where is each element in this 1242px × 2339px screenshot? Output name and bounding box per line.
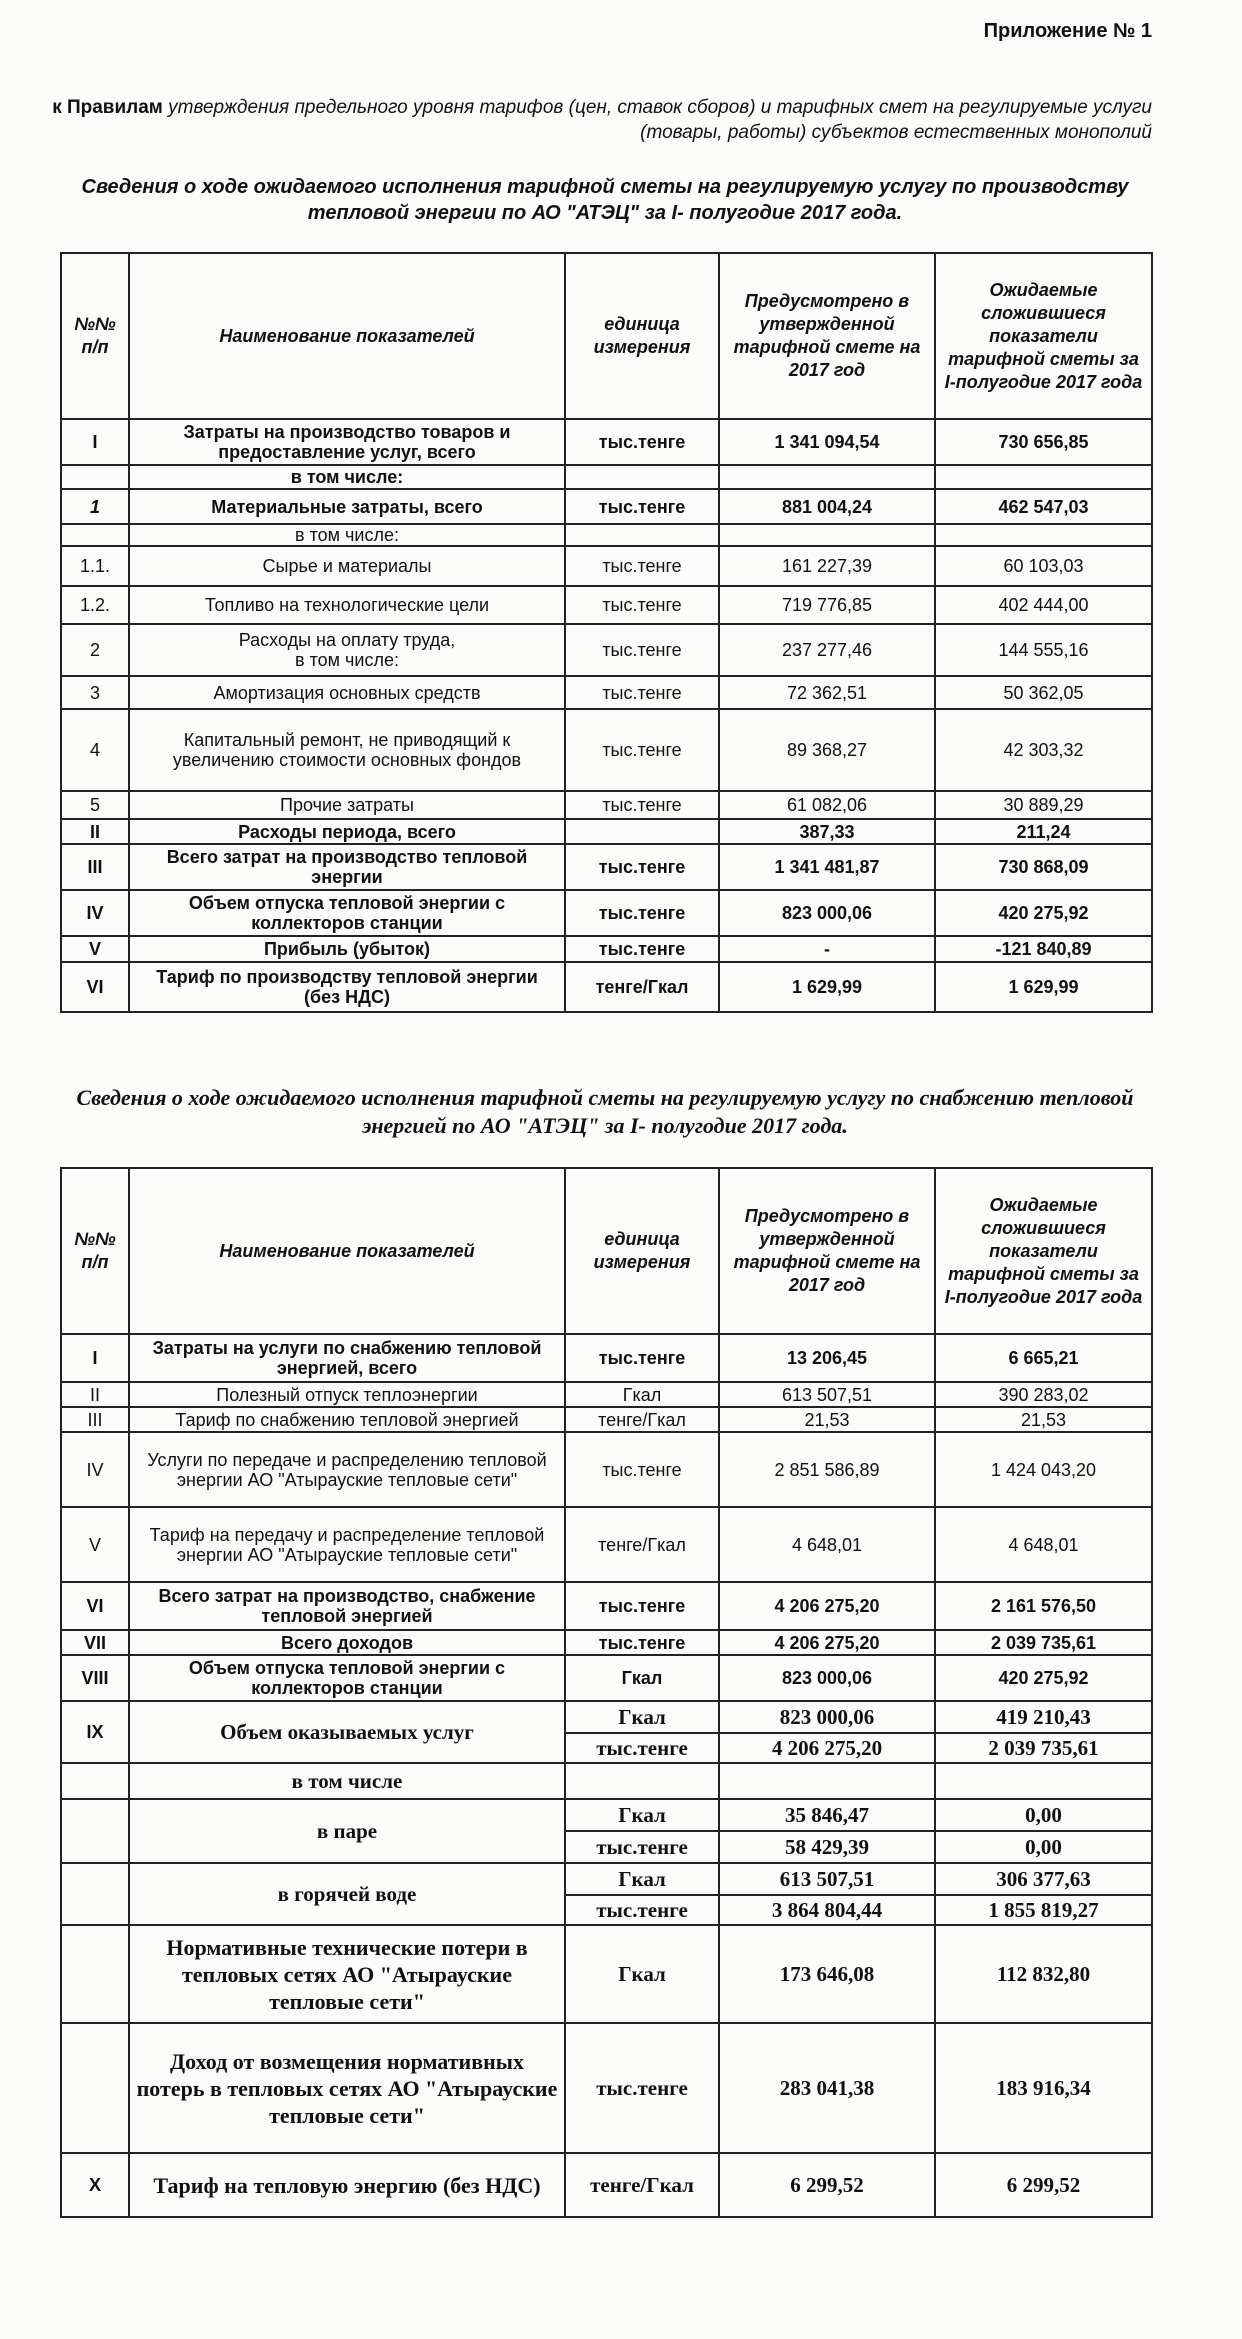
row-expected	[935, 1763, 1152, 1799]
row-unit: Гкал	[565, 1382, 719, 1407]
row-expected: 462 547,03	[935, 489, 1152, 524]
table-row	[61, 936, 1152, 962]
row-num: I	[61, 1334, 129, 1382]
row-unit: Гкал	[565, 1863, 719, 1895]
row-expected: 6 665,21	[935, 1334, 1152, 1382]
table-row	[61, 1701, 1152, 1733]
row-num: V	[61, 1507, 129, 1582]
row-planned: 1 629,99	[719, 962, 935, 1012]
table2-heading: Сведения о ходе ожидаемого исполнения тарифной сметы на регулируемую услугу по снабжению тепловой энергией по АО "АТЭЦ" за I- полугодие 2017 года.	[76, 1085, 1134, 1138]
table-row	[61, 1432, 1152, 1507]
table1-heading: Сведения о ходе ожидаемого исполнения тарифной сметы на регулируемую услугу по производству тепловой энергии по АО "АТЭЦ" за I- полугодие 2017 года.	[81, 176, 1129, 224]
row-planned-2: 58 429,39	[719, 1831, 935, 1863]
row-name: Затраты на услуги по снабжению тепловой энергией, всего	[129, 1334, 565, 1382]
row-num: 5	[61, 791, 129, 819]
row-num: IX	[61, 1701, 129, 1763]
row-planned: 89 368,27	[719, 709, 935, 791]
row-expected-2: 2 039 735,61	[935, 1733, 1152, 1763]
supply-estimate-table	[60, 1167, 1153, 2218]
row-num: VII	[61, 1630, 129, 1655]
table-row	[61, 465, 1152, 489]
row-num: 1.1.	[61, 546, 129, 586]
row-name	[129, 624, 565, 676]
table-row	[61, 1863, 1152, 1895]
table-row	[61, 844, 1152, 890]
row-num: 4	[61, 709, 129, 791]
row-planned: 21,53	[719, 1407, 935, 1432]
row-expected: -121 840,89	[935, 936, 1152, 962]
rules-text: утверждения предельного уровня тарифов (цен, ставок сборов) и тарифных смет на регулируемые услуги (товары, работы) субъектов естественных монополий	[168, 97, 1152, 143]
row-name: Всего затрат на производство тепловой энергии	[129, 844, 565, 890]
row-unit: тыс.тенге	[565, 2023, 719, 2153]
row-name: Нормативные технические потери в тепловых сетях АО "Атырауские тепловые сети"	[129, 1925, 565, 2023]
row-expected	[935, 524, 1152, 546]
row-num: III	[61, 1407, 129, 1432]
table-row	[61, 819, 1152, 844]
production-estimate-table	[60, 252, 1153, 1013]
table-row	[61, 1407, 1152, 1432]
row-expected: 6 299,52	[935, 2153, 1152, 2217]
row-unit: тыс.тенге	[565, 586, 719, 624]
row-expected: 306 377,63	[935, 1863, 1152, 1895]
row-expected: 50 362,05	[935, 676, 1152, 709]
row-expected: 2 161 576,50	[935, 1582, 1152, 1630]
row-planned: 387,33	[719, 819, 935, 844]
row-planned: 4 206 275,20	[719, 1630, 935, 1655]
row-expected: 730 656,85	[935, 419, 1152, 465]
row-name: Сырье и материалы	[129, 546, 565, 586]
row-num: VI	[61, 1582, 129, 1630]
row-name: Прочие затраты	[129, 791, 565, 819]
row-planned: 283 041,38	[719, 2023, 935, 2153]
row-expected-2: 1 855 819,27	[935, 1895, 1152, 1925]
row-unit: тыс.тенге	[565, 546, 719, 586]
row-planned: 1 341 094,54	[719, 419, 935, 465]
row-planned: 881 004,24	[719, 489, 935, 524]
row-planned: 4 206 275,20	[719, 1582, 935, 1630]
row-num: 2	[61, 624, 129, 676]
row-planned	[719, 1763, 935, 1799]
table2-header-row	[61, 1168, 1152, 1334]
row-name: Тариф на передачу и распределение тепловой энергии АО "Атырауские тепловые сети"	[129, 1507, 565, 1582]
row-name: в паре	[129, 1799, 565, 1863]
row-name: Амортизация основных средств	[129, 676, 565, 709]
row-expected: 419 210,43	[935, 1701, 1152, 1733]
row-num: 1.2.	[61, 586, 129, 624]
row-name: Тариф на тепловую энергию (без НДС)	[129, 2153, 565, 2217]
row-expected: 390 283,02	[935, 1382, 1152, 1407]
row-unit: тыс.тенге	[565, 1630, 719, 1655]
row-unit: тыс.тенге	[565, 890, 719, 936]
row-num	[61, 1863, 129, 1925]
table-row	[61, 524, 1152, 546]
row-name: Всего затрат на производство, снабжение тепловой энергией	[129, 1582, 565, 1630]
row-unit-2: тыс.тенге	[565, 1831, 719, 1863]
row-name: Полезный отпуск теплоэнергии	[129, 1382, 565, 1407]
row-expected: 1 424 043,20	[935, 1432, 1152, 1507]
row-planned-2: 4 206 275,20	[719, 1733, 935, 1763]
row-expected: 183 916,34	[935, 2023, 1152, 2153]
row-name: Капитальный ремонт, не приводящий к увеличению стоимости основных фондов	[129, 709, 565, 791]
row-unit: Гкал	[565, 1655, 719, 1701]
row-num: II	[61, 819, 129, 844]
row-planned: 13 206,45	[719, 1334, 935, 1382]
row-unit-2: тыс.тенге	[565, 1895, 719, 1925]
row-num	[61, 2023, 129, 2153]
row-expected: 144 555,16	[935, 624, 1152, 676]
row-num: X	[61, 2153, 129, 2217]
row-unit: тыс.тенге	[565, 936, 719, 962]
row-expected: 2 039 735,61	[935, 1630, 1152, 1655]
row-unit	[565, 819, 719, 844]
row-planned: 72 362,51	[719, 676, 935, 709]
header-planned: Предусмотрено в утвержденной тарифной смете на 2017 год	[719, 253, 935, 419]
row-expected: 0,00	[935, 1799, 1152, 1831]
row-planned: 173 646,08	[719, 1925, 935, 2023]
row-unit: тенге/Гкал	[565, 1407, 719, 1432]
row-unit: тыс.тенге	[565, 676, 719, 709]
header-name: Наименование показателей	[129, 1168, 565, 1334]
row-unit: тенге/Гкал	[565, 962, 719, 1012]
row-expected: 1 629,99	[935, 962, 1152, 1012]
header-unit: единица измерения	[565, 1168, 719, 1334]
row-name: Всего доходов	[129, 1630, 565, 1655]
row-planned: 613 507,51	[719, 1863, 935, 1895]
row-expected: 60 103,03	[935, 546, 1152, 586]
row-planned: 719 776,85	[719, 586, 935, 624]
header-num: №№ п/п	[61, 1168, 129, 1334]
table-row	[61, 586, 1152, 624]
row-expected: 420 275,92	[935, 1655, 1152, 1701]
row-num	[61, 1799, 129, 1863]
row-planned: 35 846,47	[719, 1799, 935, 1831]
row-planned	[719, 465, 935, 489]
row-name: Тариф по снабжению тепловой энергией	[129, 1407, 565, 1432]
row-num: V	[61, 936, 129, 962]
row-expected-2: 0,00	[935, 1831, 1152, 1863]
table-row	[61, 1334, 1152, 1382]
row-num: VI	[61, 962, 129, 1012]
rules-prefix: к Правилам	[52, 97, 163, 118]
row-unit-2: тыс.тенге	[565, 1733, 719, 1763]
row-expected	[935, 465, 1152, 489]
table-row	[61, 791, 1152, 819]
appendix-label: Приложение № 1	[983, 20, 1152, 42]
row-planned: 823 000,06	[719, 1655, 935, 1701]
table-row	[61, 1655, 1152, 1701]
row-expected: 420 275,92	[935, 890, 1152, 936]
row-unit: тыс.тенге	[565, 624, 719, 676]
row-name: Объем оказываемых услуг	[129, 1701, 565, 1763]
table-row	[61, 2153, 1152, 2217]
row-num	[61, 465, 129, 489]
header-expected: Ожидаемые сложившиеся показатели тарифной сметы за I-полугодие 2017 года	[935, 1168, 1152, 1334]
row-unit	[565, 1763, 719, 1799]
row-name: Затраты на производство товаров и предоставление услуг, всего	[129, 419, 565, 465]
table-row	[61, 676, 1152, 709]
row-name: Топливо на технологические цели	[129, 586, 565, 624]
row-unit: тыс.тенге	[565, 1334, 719, 1382]
row-name: Объем отпуска тепловой энергии с коллекторов станции	[129, 890, 565, 936]
row-num	[61, 1763, 129, 1799]
row-name-line1: Расходы на оплату труда,	[238, 630, 456, 650]
row-name: Доход от возмещения нормативных потерь в тепловых сетях АО "Атырауские тепловые сети"	[129, 2023, 565, 2153]
row-num: 3	[61, 676, 129, 709]
row-expected: 402 444,00	[935, 586, 1152, 624]
table-row	[61, 1925, 1152, 2023]
row-unit	[565, 524, 719, 546]
table-row	[61, 546, 1152, 586]
row-num: II	[61, 1382, 129, 1407]
table-row	[61, 1799, 1152, 1831]
table-row	[61, 1507, 1152, 1582]
row-name: в том числе:	[129, 465, 565, 489]
row-unit: тенге/Гкал	[565, 2153, 719, 2217]
row-num	[61, 524, 129, 546]
row-unit: тыс.тенге	[565, 709, 719, 791]
row-unit: тыс.тенге	[565, 1432, 719, 1507]
table-row	[61, 2023, 1152, 2153]
row-name: Прибыль (убыток)	[129, 936, 565, 962]
row-name: в горячей воде	[129, 1863, 565, 1925]
row-num: IV	[61, 890, 129, 936]
rules-reference	[52, 95, 1152, 145]
row-expected: 730 868,09	[935, 844, 1152, 890]
row-planned: 4 648,01	[719, 1507, 935, 1582]
row-expected: 112 832,80	[935, 1925, 1152, 2023]
table-row	[61, 419, 1152, 465]
row-name: в том числе:	[129, 524, 565, 546]
row-unit: тенге/Гкал	[565, 1507, 719, 1582]
row-num: IV	[61, 1432, 129, 1507]
row-expected: 42 303,32	[935, 709, 1152, 791]
table1-header-row	[61, 253, 1152, 419]
row-unit: Гкал	[565, 1701, 719, 1733]
table-row	[61, 1630, 1152, 1655]
row-num: III	[61, 844, 129, 890]
row-unit	[565, 465, 719, 489]
row-unit: тыс.тенге	[565, 791, 719, 819]
table-row	[61, 1763, 1152, 1799]
row-planned: 1 341 481,87	[719, 844, 935, 890]
row-planned: 61 082,06	[719, 791, 935, 819]
row-planned: 161 227,39	[719, 546, 935, 586]
table-row	[61, 624, 1152, 676]
row-planned: 823 000,06	[719, 1701, 935, 1733]
table-row	[61, 489, 1152, 524]
table-row	[61, 962, 1152, 1012]
row-num: VIII	[61, 1655, 129, 1701]
row-planned: 613 507,51	[719, 1382, 935, 1407]
row-num: 1	[61, 489, 129, 524]
row-planned	[719, 524, 935, 546]
row-planned: -	[719, 936, 935, 962]
row-expected: 21,53	[935, 1407, 1152, 1432]
row-planned: 237 277,46	[719, 624, 935, 676]
row-name-line2: в том числе:	[295, 650, 399, 670]
row-num: I	[61, 419, 129, 465]
row-unit: Гкал	[565, 1799, 719, 1831]
row-name: в том числе	[129, 1763, 565, 1799]
header-expected: Ожидаемые сложившиеся показатели тарифной сметы за I-полугодие 2017 года	[935, 253, 1152, 419]
row-unit: Гкал	[565, 1925, 719, 2023]
row-planned: 823 000,06	[719, 890, 935, 936]
row-name: Материальные затраты, всего	[129, 489, 565, 524]
row-name: Тариф по производству тепловой энергии (без НДС)	[129, 962, 565, 1012]
header-planned: Предусмотрено в утвержденной тарифной смете на 2017 год	[719, 1168, 935, 1334]
row-expected: 30 889,29	[935, 791, 1152, 819]
row-unit: тыс.тенге	[565, 1582, 719, 1630]
row-name: Расходы периода, всего	[129, 819, 565, 844]
row-num	[61, 1925, 129, 2023]
row-name: Объем отпуска тепловой энергии с коллекторов станции	[129, 1655, 565, 1701]
row-expected: 4 648,01	[935, 1507, 1152, 1582]
header-name: Наименование показателей	[129, 253, 565, 419]
row-unit: тыс.тенге	[565, 419, 719, 465]
row-unit: тыс.тенге	[565, 844, 719, 890]
row-expected: 211,24	[935, 819, 1152, 844]
row-planned: 2 851 586,89	[719, 1432, 935, 1507]
row-unit: тыс.тенге	[565, 489, 719, 524]
table-row	[61, 890, 1152, 936]
table-row	[61, 1382, 1152, 1407]
table-row	[61, 709, 1152, 791]
header-unit: единица измерения	[565, 253, 719, 419]
row-name: Услуги по передаче и распределению тепловой энергии АО "Атырауские тепловые сети"	[129, 1432, 565, 1507]
row-planned-2: 3 864 804,44	[719, 1895, 935, 1925]
row-planned: 6 299,52	[719, 2153, 935, 2217]
table-row	[61, 1582, 1152, 1630]
header-num: №№ п/п	[61, 253, 129, 419]
